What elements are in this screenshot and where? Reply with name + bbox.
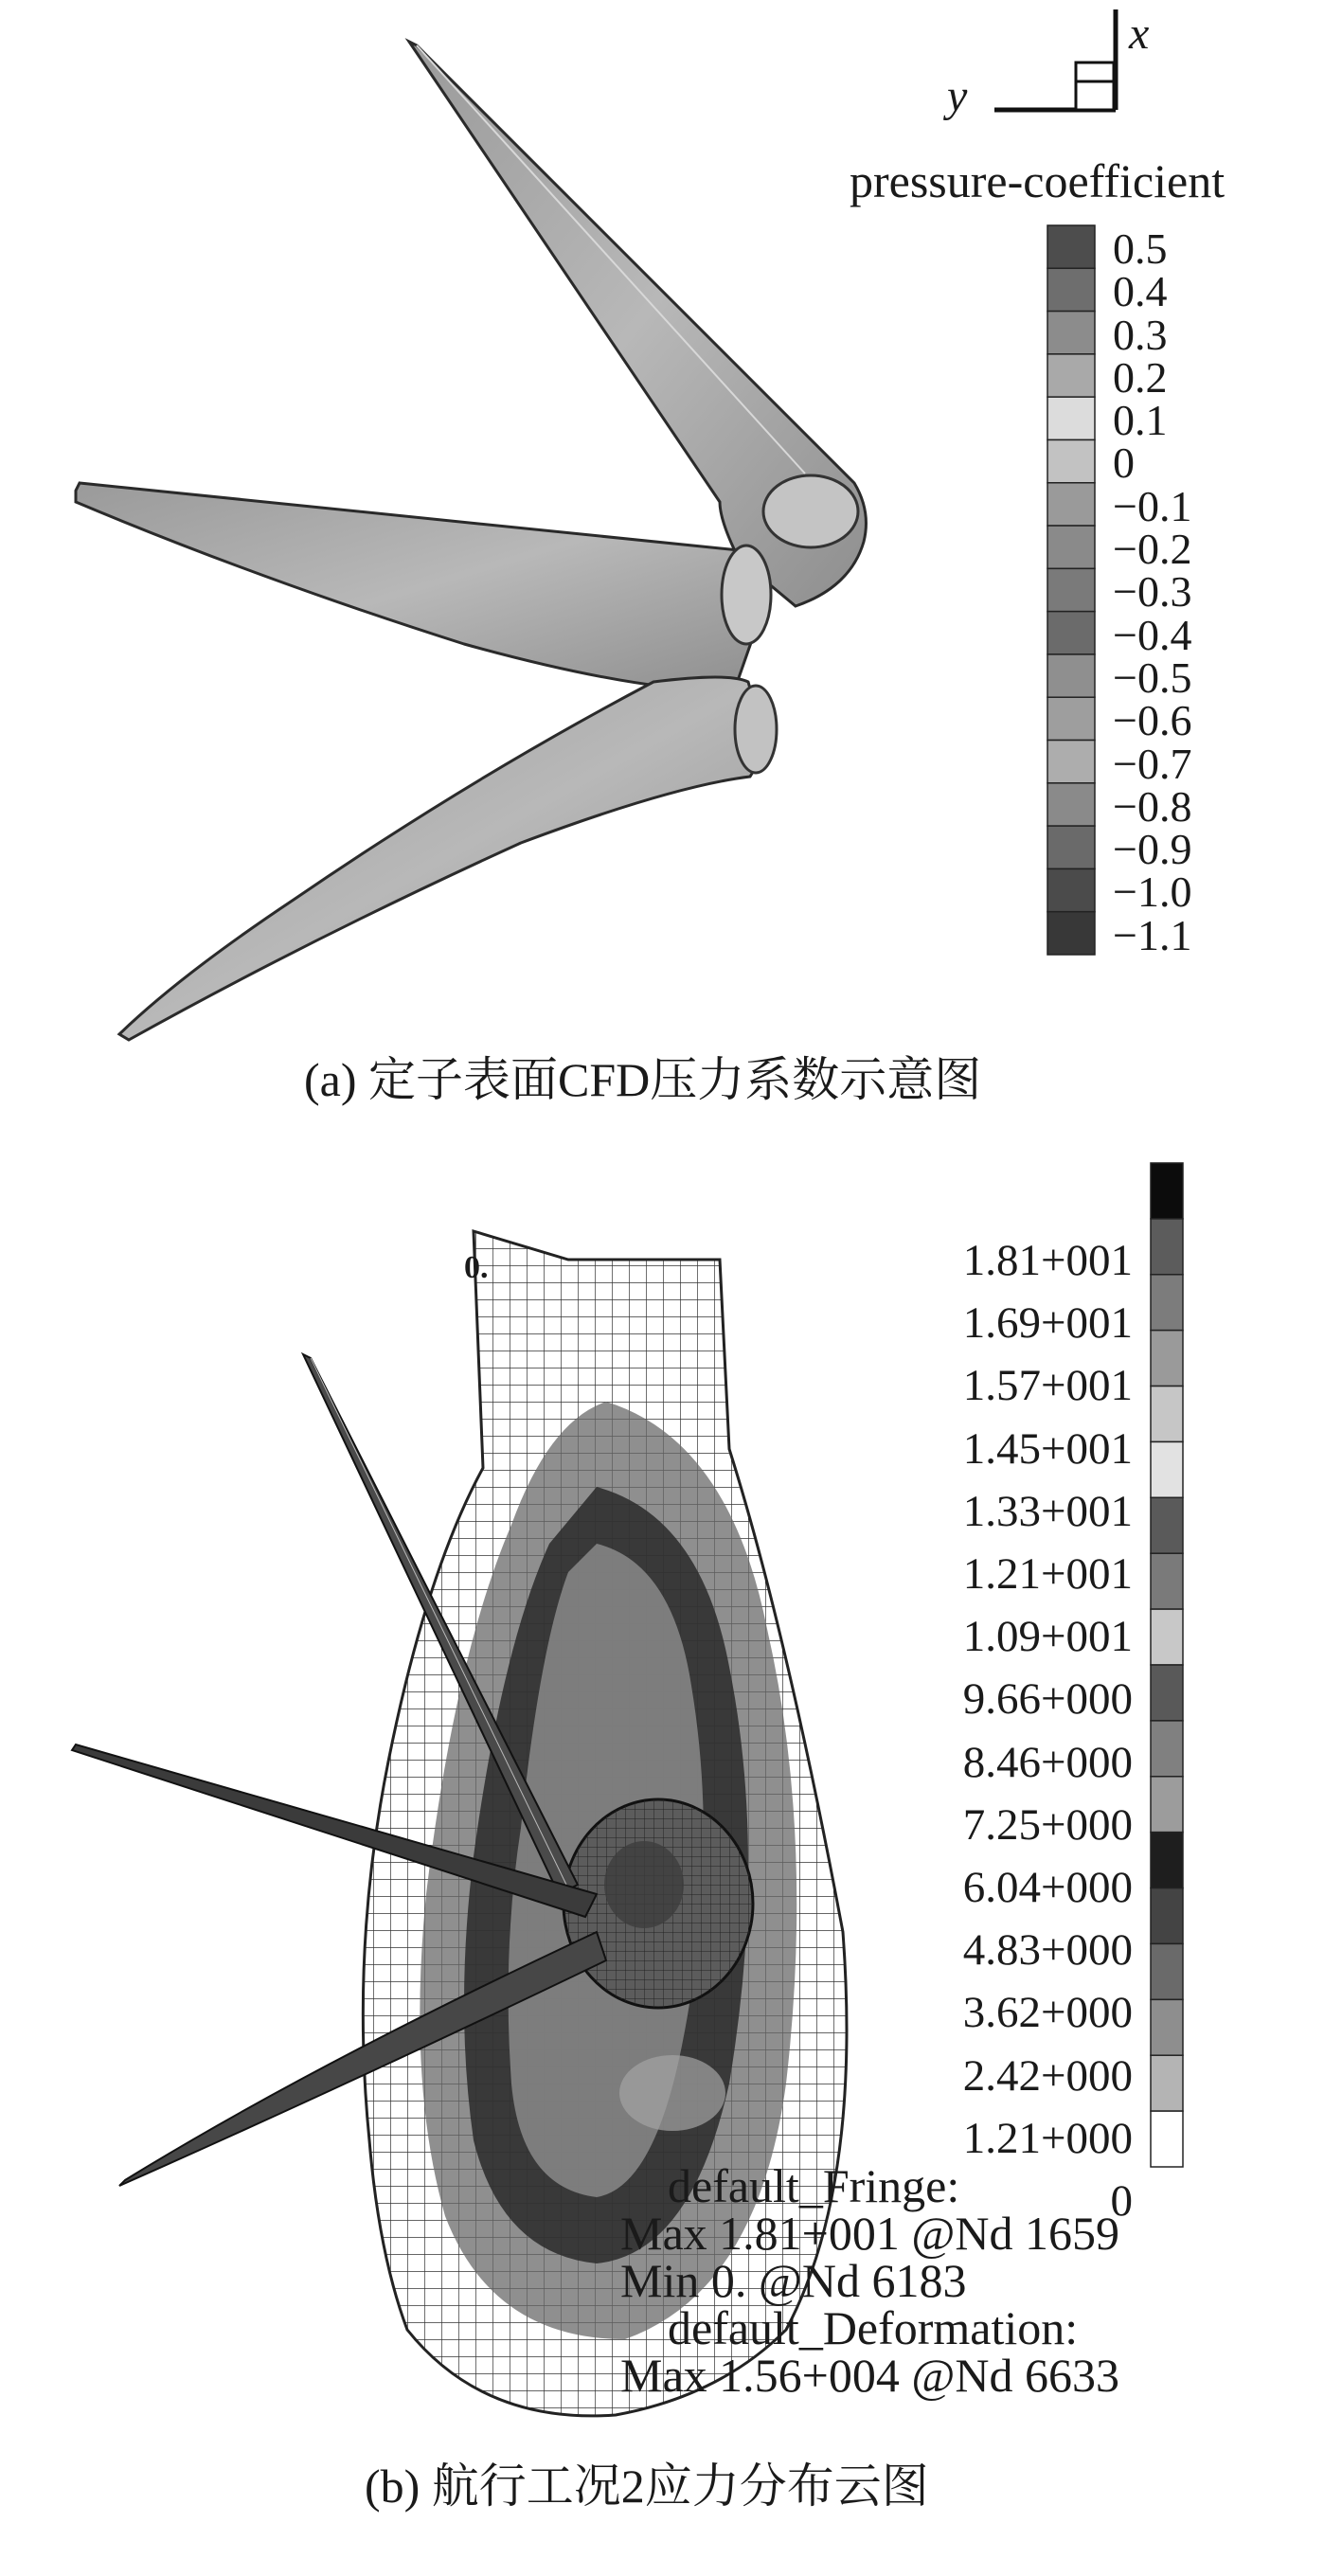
legend-b-band [1151,1497,1183,1553]
legend-a-tick-label: −0.5 [1113,653,1192,702]
legend-b-tick-label: 1.45+001 [962,1423,1133,1474]
legend-b-tick-label: 3.62+000 [962,1988,1133,2038]
legend-a-band [1047,225,1095,268]
legend-b-band [1151,1943,1183,1999]
legend-a-tick-label: 0.3 [1113,310,1168,359]
legend-b-tick-label: 8.46+000 [962,1737,1133,1787]
legend-a-tick-label: −0.6 [1113,696,1192,745]
legend-b-tick-label: 2.42+000 [962,2050,1133,2101]
legend-b-tick-label: 0 [1110,2176,1133,2226]
blade-middle [76,483,769,691]
legend-a-tick-label: 0.4 [1113,267,1168,316]
stator-blades-pressure-render [66,28,881,1051]
axis-triad [957,0,1146,133]
legend-b-band [1151,1833,1183,1888]
legend-a-band [1047,483,1095,526]
legend-a-band [1047,354,1095,397]
legend-b-band [1151,1275,1183,1331]
legend-b-tick-label: 7.25+000 [962,1799,1133,1850]
legend-a-band [1047,783,1095,826]
legend-b-tick-label: 9.66+000 [962,1674,1133,1725]
axis-x-label: x [1129,9,1150,59]
legend-a-band [1047,439,1095,482]
legend-b-band [1151,1331,1183,1386]
legend-b-tick-label: 1.09+001 [962,1612,1133,1662]
legend-a-band [1047,912,1095,955]
stress-legend-bar [1149,1163,1187,2167]
legend-a-tick-label: −0.2 [1113,525,1192,574]
legend-a-tick-label: 0.1 [1113,396,1168,445]
legend-b-band [1151,2055,1183,2111]
caption-b: (b) 航行工况2应力分布云图 [365,2460,929,2513]
legend-a-tick-label: −1.1 [1113,910,1192,959]
legend-b-band [1151,1553,1183,1609]
fringe-info-line: Min 0. @Nd 6183 [620,2254,967,2307]
legend-a-tick-label: −0.4 [1113,610,1192,659]
legend-a-tick-label: −0.7 [1113,739,1192,788]
legend-b-band [1151,1999,1183,2055]
legend-a-band [1047,568,1095,611]
legend-a-band [1047,526,1095,568]
legend-b-tick-label: 1.81+001 [962,1236,1133,1285]
legend-b-band [1151,1219,1183,1275]
axis-y-label: y [947,71,968,121]
legend-b-band [1151,1777,1183,1833]
legend-a-band [1047,654,1095,697]
legend-a-tick-label: −0.3 [1113,567,1192,617]
legend-a-band [1047,312,1095,354]
legend-b-tick-label: 1.57+001 [962,1361,1133,1411]
legend-b-tick-label: 1.33+001 [962,1486,1133,1536]
legend-b-band [1151,1609,1183,1665]
legend-b-tick-label: 1.21+001 [962,1549,1133,1599]
mesh-corner-label: 0. [464,1250,489,1285]
pressure-legend-ticks [1113,225,1302,974]
legend-a-tick-label: 0.2 [1113,352,1168,402]
legend-b-tick-label: 6.04+000 [962,1863,1133,1912]
fringe-info-line: Max 1.81+001 @Nd 1659 [620,2207,1120,2260]
legend-a-tick-label: −0.8 [1113,781,1192,831]
legend-a-band [1047,826,1095,868]
legend-b-tick-label: 4.83+000 [962,1925,1133,1976]
legend-a-tick-label: −0.1 [1113,481,1192,530]
legend-b-band [1151,1888,1183,1944]
fringe-info-block [620,2159,1236,2408]
legend-b-band [1151,1721,1183,1777]
legend-b-band [1151,1441,1183,1497]
pressure-legend-bar [1046,225,1102,964]
caption-a: (a) 定子表面CFD压力系数示意图 [304,1053,982,1106]
legend-a-tick-label: 0 [1113,438,1135,488]
legend-title: pressure-coefficient [850,154,1226,207]
blade-bottom [119,677,767,1040]
legend-a-band [1047,741,1095,783]
legend-a-tick-label: −1.0 [1113,868,1192,917]
legend-a-band [1047,697,1095,740]
legend-b-tick-label: 1.69+001 [962,1298,1133,1349]
fringe-info-line: default_Fringe: [668,2159,960,2212]
fringe-info-line: Max 1.56+004 @Nd 6633 [620,2349,1120,2402]
legend-b-band [1151,2111,1183,2167]
legend-a-band [1047,612,1095,654]
legend-b-tick-label: 1.21+000 [962,2113,1133,2163]
legend-b-band [1151,1386,1183,1442]
legend-a-tick-label: 0.5 [1113,224,1168,273]
legend-a-band [1047,397,1095,439]
legend-a-tick-label: −0.9 [1113,825,1192,874]
legend-a-band [1047,868,1095,911]
legend-b-band [1151,1665,1183,1721]
stress-legend-ticks [900,1163,1136,2226]
legend-a-band [1047,268,1095,311]
fringe-info-line: default_Deformation: [668,2301,1079,2354]
legend-b-band [1151,1163,1183,1219]
